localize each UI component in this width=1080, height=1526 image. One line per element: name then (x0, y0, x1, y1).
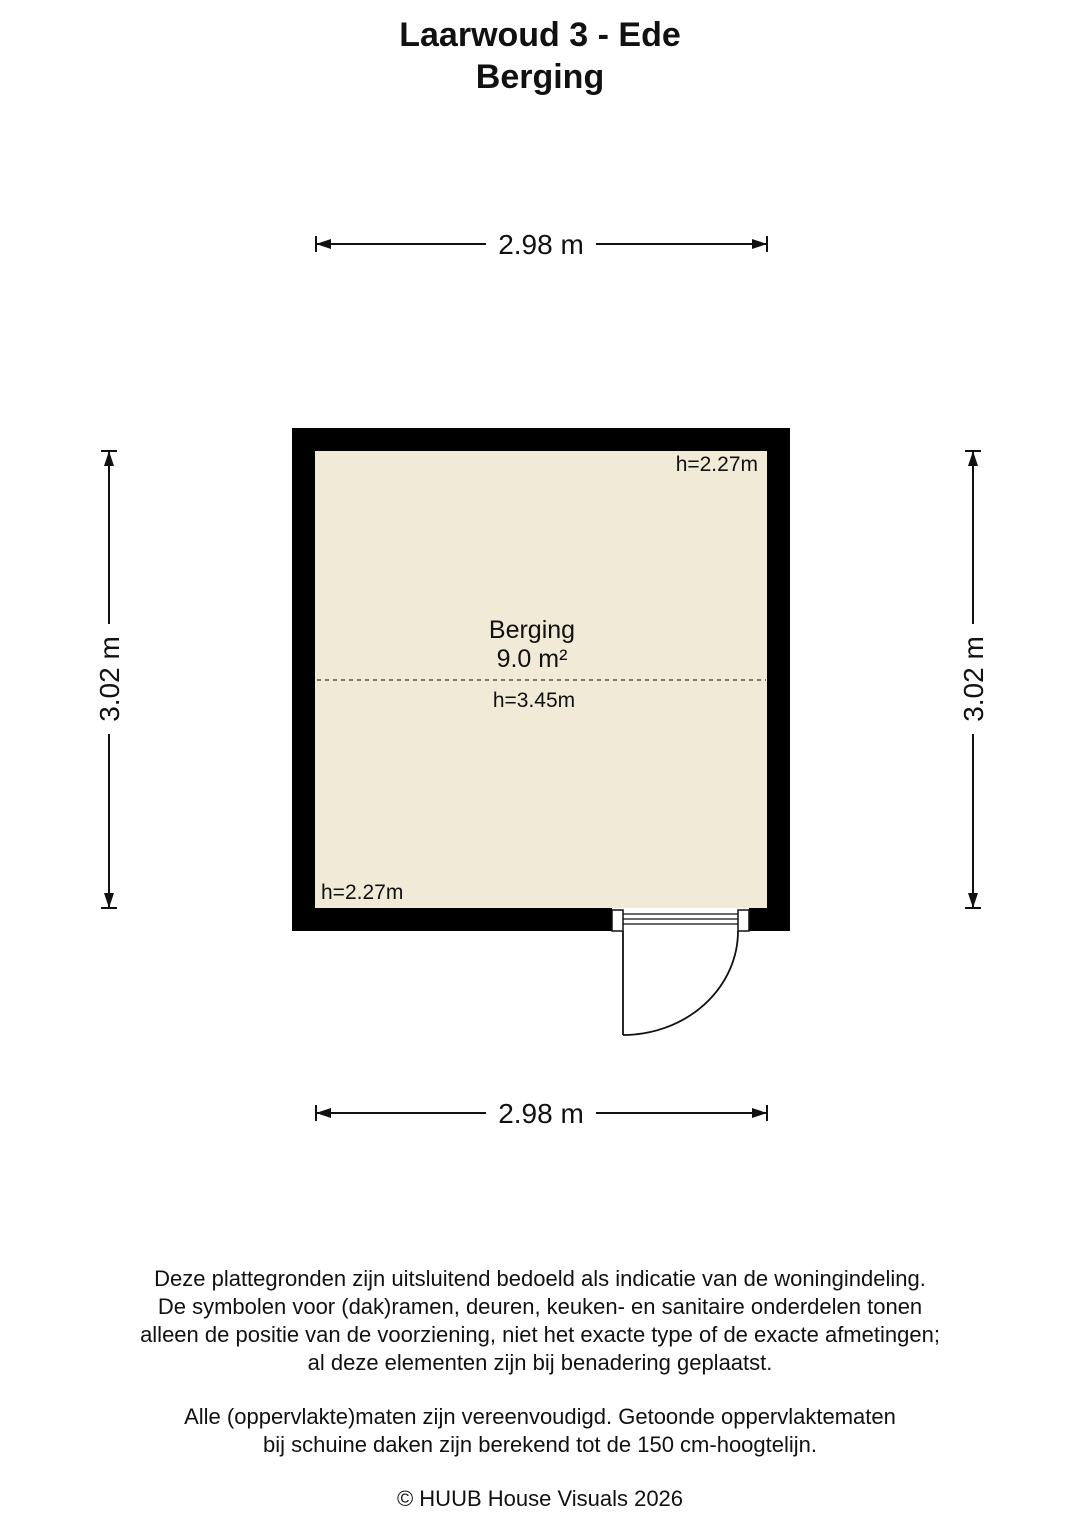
disclaimer-line-6: bij schuine daken zijn berekend tot de 150 cm-hoogtelijn. (262, 1432, 818, 1457)
disclaimer-line-5: Alle (oppervlakte)maten zijn vereenvoudigd. Getoonde oppervlaktematen (184, 1404, 896, 1429)
disclaimer-line-1: Deze plattegronden zijn uitsluitend bedoeld als indicatie van de woningindeling. (154, 1266, 926, 1291)
room-area: 9.0 m² (496, 645, 568, 673)
dimension-right-label: 3.02 m (958, 636, 989, 722)
address-title: Laarwoud 3 - Ede (399, 16, 681, 54)
dimension-top-label: 2.98 m (498, 229, 584, 260)
disclaimer-line-2: De symbolen voor (dak)ramen, deuren, keuken- en sanitaire onderdelen tonen (157, 1294, 923, 1319)
dimension-right (958, 451, 989, 908)
height-center-label: h=3.45m (492, 689, 576, 712)
dimension-bottom-label: 2.98 m (498, 1098, 584, 1129)
dimension-top (316, 229, 767, 260)
disclaimer-line-3: alleen de positie van de voorziening, niet het exacte type of de exacte afmetingen; (140, 1322, 940, 1347)
disclaimer-line-4: al deze elementen zijn bij benadering geplaatst. (307, 1350, 773, 1375)
floor-title: Berging (475, 58, 605, 96)
height-top-right-label: h=2.27m (675, 453, 758, 476)
dimension-left (94, 451, 125, 908)
dimension-left-label: 3.02 m (94, 636, 125, 722)
door (612, 908, 749, 1035)
room-name: Berging (488, 616, 576, 644)
dimension-bottom (316, 1098, 767, 1129)
copyright: © HUUB House Visuals 2026 (396, 1486, 684, 1511)
height-bottom-left-label: h=2.27m (321, 881, 404, 904)
